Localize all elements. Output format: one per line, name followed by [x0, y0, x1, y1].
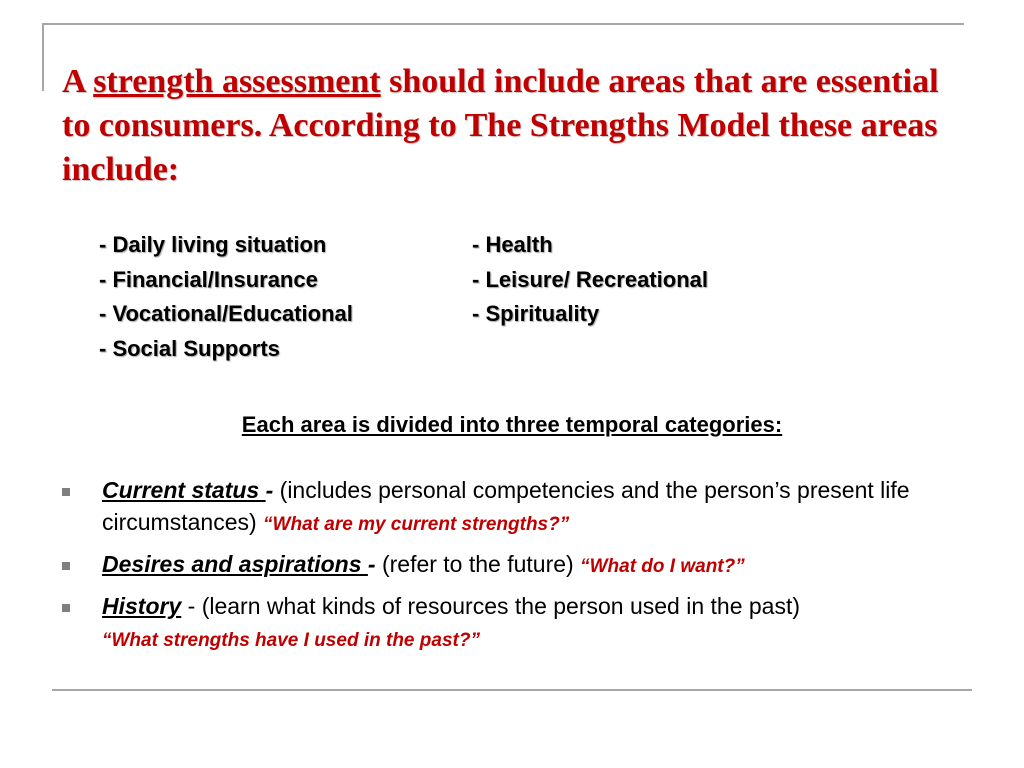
category-term: Current status: [102, 477, 266, 503]
title-rest: should include areas that are essential to consumers. According to The Strengths Model these areas include:: [62, 63, 939, 188]
areas-column-left: [99, 228, 353, 366]
area-item: - Health: [472, 232, 553, 257]
area-item: - Daily living situation: [99, 232, 327, 257]
bottom-rule: [52, 689, 972, 691]
category-quote: “What strengths have I used in the past?”: [102, 630, 480, 651]
list-item: [62, 474, 972, 541]
category-description: (includes personal competencies and the person’s present life circumstances): [102, 477, 910, 535]
square-bullet-icon: [62, 488, 70, 496]
area-item: - Social Supports: [99, 335, 280, 361]
categories-subheading: Each area is divided into three temporal categories:: [241, 412, 783, 437]
title-underlined-term: strength assessment: [93, 63, 381, 100]
area-item: - Financial/Insurance: [99, 266, 318, 292]
top-rule: [42, 23, 964, 25]
category-description: - (learn what kinds of resources the person used in the past): [181, 593, 801, 619]
list-item: [62, 590, 972, 657]
category-separator: -: [265, 477, 274, 503]
temporal-categories-list: [62, 474, 972, 664]
area-item: - Vocational/Educational: [99, 301, 353, 326]
category-term: Desires and aspirations: [102, 551, 368, 577]
title-prefix: A: [62, 63, 94, 100]
category-quote: “What do I want?”: [580, 556, 745, 577]
areas-column-right: [472, 228, 708, 332]
slide-title: [62, 60, 962, 192]
area-item: - Spirituality: [472, 301, 600, 326]
square-bullet-icon: [62, 562, 70, 570]
square-bullet-icon: [62, 604, 70, 612]
list-item: [62, 548, 972, 583]
category-separator: -: [367, 551, 376, 577]
category-term: History: [102, 593, 182, 619]
category-description: (refer to the future): [375, 551, 581, 577]
category-quote: “What are my current strengths?”: [263, 514, 570, 535]
area-item: - Leisure/ Recreational: [472, 266, 708, 292]
left-rule: [42, 23, 44, 91]
